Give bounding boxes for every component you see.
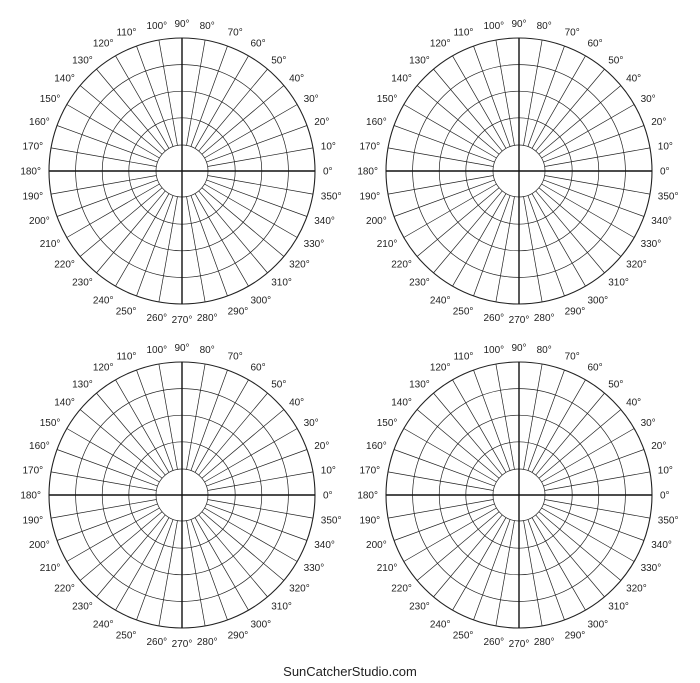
spoke-line xyxy=(524,197,543,302)
angle-label: 40° xyxy=(626,397,642,409)
spoke-line xyxy=(205,184,298,238)
angle-label: 160° xyxy=(29,116,50,128)
angle-label: 290° xyxy=(564,630,586,642)
spoke-line xyxy=(80,188,162,257)
spoke-line xyxy=(205,105,298,159)
angle-label: 130° xyxy=(409,55,430,67)
spoke-line xyxy=(57,450,158,487)
angle-label: 320° xyxy=(626,583,647,595)
angle-label: 0° xyxy=(323,166,333,178)
spoke-line xyxy=(57,504,158,541)
spoke-line xyxy=(542,184,635,238)
spoke-line xyxy=(159,40,178,145)
angle-label: 50° xyxy=(608,379,624,391)
angle-label: 170° xyxy=(22,465,44,477)
angle-label: 70° xyxy=(564,351,580,363)
angle-label: 110° xyxy=(453,351,474,363)
angle-label: 330° xyxy=(640,239,662,250)
spoke-line xyxy=(97,69,166,151)
angle-label: 330° xyxy=(640,563,662,574)
spoke-line xyxy=(202,86,284,155)
spoke-line xyxy=(528,370,565,471)
spoke-line xyxy=(545,500,650,519)
angle-label: 210° xyxy=(39,239,61,250)
spoke-line xyxy=(51,472,156,491)
angle-label: 340° xyxy=(651,216,672,228)
spoke-line xyxy=(539,188,621,257)
angle-label: 200° xyxy=(29,216,50,228)
spoke-line xyxy=(394,126,495,163)
angle-label: 280° xyxy=(533,636,555,648)
angle-label: 0° xyxy=(660,166,670,178)
angle-label: 190° xyxy=(22,515,44,527)
angle-label: 160° xyxy=(366,440,387,452)
spoke-line xyxy=(474,370,511,471)
angle-label: 260° xyxy=(146,312,168,324)
spoke-line xyxy=(67,105,160,159)
spoke-line xyxy=(202,512,284,581)
angle-label: 80° xyxy=(199,21,215,33)
spoke-line xyxy=(199,393,268,475)
spoke-line xyxy=(67,184,160,238)
spoke-line xyxy=(536,191,605,273)
angle-label: 80° xyxy=(536,345,552,357)
angle-label: 270° xyxy=(171,315,193,326)
spoke-line xyxy=(116,56,170,149)
angle-label: 150° xyxy=(39,418,61,429)
spoke-line xyxy=(208,472,313,491)
spoke-line xyxy=(536,515,605,597)
angle-label: 220° xyxy=(54,583,75,595)
spoke-line xyxy=(202,410,284,479)
angle-label: 350° xyxy=(657,191,679,203)
angle-label: 320° xyxy=(289,583,310,595)
spoke-line xyxy=(206,450,307,487)
spoke-line xyxy=(434,69,503,151)
spoke-line xyxy=(532,380,586,473)
spoke-line xyxy=(496,40,515,145)
spoke-line xyxy=(453,518,507,611)
angle-label: 220° xyxy=(54,259,75,271)
spoke-line xyxy=(208,500,313,519)
angle-label: 100° xyxy=(146,21,168,33)
angle-label: 250° xyxy=(452,306,474,318)
spoke-line xyxy=(474,46,511,147)
spoke-line xyxy=(388,176,493,195)
angle-label: 130° xyxy=(72,55,93,67)
polar-grid-bottom-left xyxy=(20,343,341,650)
spoke-line xyxy=(205,508,298,562)
spoke-line xyxy=(199,69,268,151)
spoke-line xyxy=(208,148,313,167)
angle-label: 30° xyxy=(303,94,319,105)
spoke-line xyxy=(159,364,178,469)
spoke-line xyxy=(187,197,206,302)
angle-label: 290° xyxy=(227,630,249,642)
angle-label: 260° xyxy=(146,636,168,648)
angle-label: 310° xyxy=(608,277,629,289)
spoke-line xyxy=(417,410,499,479)
angle-label: 10° xyxy=(657,465,673,477)
angle-label: 350° xyxy=(657,515,679,527)
spoke-line xyxy=(545,176,650,195)
angle-label: 140° xyxy=(54,73,75,85)
spoke-line xyxy=(524,521,543,626)
angle-label: 0° xyxy=(323,490,333,502)
angle-label: 190° xyxy=(359,191,381,203)
spoke-line xyxy=(528,46,565,147)
angle-label: 240° xyxy=(92,619,114,631)
angle-label: 10° xyxy=(320,465,336,477)
spoke-line xyxy=(388,148,493,167)
spoke-line xyxy=(116,194,170,287)
angle-label: 60° xyxy=(587,362,603,374)
spoke-line xyxy=(206,126,307,163)
spoke-line xyxy=(434,515,503,597)
angle-label: 250° xyxy=(115,630,137,642)
angle-label: 280° xyxy=(533,312,555,324)
angle-label: 100° xyxy=(483,345,505,357)
angle-label: 190° xyxy=(22,191,44,203)
spoke-line xyxy=(67,429,160,483)
spoke-line xyxy=(199,515,268,597)
spoke-line xyxy=(67,508,160,562)
spoke-line xyxy=(542,508,635,562)
spoke-line xyxy=(187,521,206,626)
spoke-line xyxy=(524,364,543,469)
angle-label: 300° xyxy=(587,295,609,307)
angle-label: 200° xyxy=(29,540,50,552)
angle-label: 220° xyxy=(391,583,412,595)
angle-label: 30° xyxy=(303,418,319,429)
spoke-line xyxy=(159,197,178,302)
angle-label: 290° xyxy=(564,306,586,318)
angle-label: 310° xyxy=(271,601,292,613)
angle-label: 240° xyxy=(429,619,451,631)
spoke-line xyxy=(545,148,650,167)
angle-label: 70° xyxy=(227,27,243,39)
spoke-line xyxy=(539,410,621,479)
angle-label: 210° xyxy=(376,563,398,574)
spoke-line xyxy=(474,195,511,296)
spoke-line xyxy=(51,148,156,167)
angle-label: 80° xyxy=(199,345,215,357)
spoke-line xyxy=(394,504,495,541)
angle-label: 240° xyxy=(429,295,451,307)
angle-label: 120° xyxy=(92,38,114,50)
spoke-line xyxy=(539,512,621,581)
spoke-line xyxy=(536,69,605,151)
spoke-line xyxy=(206,180,307,217)
angle-label: 260° xyxy=(483,312,505,324)
spoke-line xyxy=(474,519,511,620)
spoke-line xyxy=(187,40,206,145)
angle-label: 120° xyxy=(429,38,451,50)
angle-label: 110° xyxy=(453,27,474,39)
angle-label: 90° xyxy=(511,343,527,354)
angle-label: 250° xyxy=(115,306,137,318)
spoke-line xyxy=(542,429,635,483)
angle-label: 40° xyxy=(626,73,642,85)
angle-label: 350° xyxy=(320,515,342,527)
spoke-line xyxy=(80,512,162,581)
spoke-line xyxy=(417,86,499,155)
spoke-line xyxy=(208,176,313,195)
polar-grid-top-left xyxy=(20,19,341,326)
angle-label: 60° xyxy=(250,38,266,50)
spoke-line xyxy=(51,500,156,519)
spoke-line xyxy=(137,370,174,471)
spoke-line xyxy=(528,195,565,296)
spoke-line xyxy=(496,364,515,469)
spoke-line xyxy=(195,518,249,611)
angle-label: 0° xyxy=(660,490,670,502)
spoke-line xyxy=(532,56,586,149)
angle-label: 70° xyxy=(227,351,243,363)
angle-label: 270° xyxy=(508,639,530,650)
angle-label: 30° xyxy=(640,94,656,105)
angle-label: 130° xyxy=(409,379,430,391)
spoke-line xyxy=(404,508,497,562)
angle-label: 150° xyxy=(39,94,61,105)
angle-label: 270° xyxy=(508,315,530,326)
site-credit: SunCatcherStudio.com xyxy=(283,664,417,679)
angle-label: 60° xyxy=(250,362,266,374)
angle-label: 170° xyxy=(359,465,381,477)
angle-label: 290° xyxy=(227,306,249,318)
angle-label: 80° xyxy=(536,21,552,33)
spoke-line xyxy=(80,410,162,479)
spoke-line xyxy=(206,504,307,541)
angle-label: 200° xyxy=(366,216,387,228)
spoke-line xyxy=(524,40,543,145)
angle-label: 130° xyxy=(72,379,93,391)
angle-label: 50° xyxy=(608,55,624,67)
angle-label: 230° xyxy=(409,277,430,289)
spoke-line xyxy=(404,105,497,159)
angle-label: 110° xyxy=(116,27,137,39)
angle-label: 210° xyxy=(376,239,398,250)
angle-label: 40° xyxy=(289,397,305,409)
angle-label: 250° xyxy=(452,630,474,642)
angle-label: 20° xyxy=(314,440,330,452)
angle-label: 10° xyxy=(657,141,673,153)
spoke-line xyxy=(57,126,158,163)
angle-label: 160° xyxy=(29,440,50,452)
spoke-line xyxy=(539,86,621,155)
spoke-line xyxy=(417,512,499,581)
angle-label: 20° xyxy=(651,116,667,128)
angle-label: 270° xyxy=(171,639,193,650)
angle-label: 230° xyxy=(72,277,93,289)
angle-label: 90° xyxy=(511,19,527,30)
spoke-line xyxy=(202,188,284,257)
spoke-line xyxy=(453,194,507,287)
spoke-line xyxy=(545,472,650,491)
angle-label: 50° xyxy=(271,55,287,67)
angle-label: 310° xyxy=(271,277,292,289)
spoke-line xyxy=(97,393,166,475)
spoke-line xyxy=(51,176,156,195)
spoke-line xyxy=(394,450,495,487)
angle-label: 230° xyxy=(409,601,430,613)
spoke-line xyxy=(388,500,493,519)
angle-label: 140° xyxy=(391,397,412,409)
angle-label: 180° xyxy=(20,490,41,502)
spoke-line xyxy=(195,380,249,473)
spoke-line xyxy=(434,393,503,475)
angle-label: 180° xyxy=(357,166,378,178)
angle-label: 100° xyxy=(483,21,505,33)
spoke-line xyxy=(205,429,298,483)
angle-label: 320° xyxy=(289,259,310,271)
angle-label: 140° xyxy=(54,397,75,409)
angle-label: 120° xyxy=(92,362,114,374)
angle-label: 310° xyxy=(608,601,629,613)
spoke-line xyxy=(434,191,503,273)
spoke-line xyxy=(404,429,497,483)
angle-label: 90° xyxy=(174,343,190,354)
angle-label: 340° xyxy=(314,540,335,552)
spoke-line xyxy=(191,519,228,620)
angle-label: 300° xyxy=(250,619,272,631)
angle-label: 20° xyxy=(651,440,667,452)
spoke-line xyxy=(191,46,228,147)
spoke-line xyxy=(404,184,497,238)
angle-label: 230° xyxy=(72,601,93,613)
angle-label: 340° xyxy=(314,216,335,228)
angle-label: 100° xyxy=(146,345,168,357)
spoke-line xyxy=(97,191,166,273)
angle-label: 330° xyxy=(303,239,325,250)
angle-label: 180° xyxy=(20,166,41,178)
spoke-line xyxy=(536,393,605,475)
spoke-line xyxy=(543,126,644,163)
spoke-line xyxy=(543,180,644,217)
angle-label: 190° xyxy=(359,515,381,527)
spoke-line xyxy=(543,504,644,541)
angle-label: 170° xyxy=(22,141,44,153)
angle-label: 10° xyxy=(320,141,336,153)
angle-label: 20° xyxy=(314,116,330,128)
spoke-line xyxy=(199,191,268,273)
spoke-line xyxy=(453,380,507,473)
spoke-line xyxy=(496,197,515,302)
angle-label: 340° xyxy=(651,540,672,552)
polar-grid-top-right xyxy=(357,19,678,326)
spoke-line xyxy=(543,450,644,487)
angle-label: 300° xyxy=(587,619,609,631)
angle-label: 120° xyxy=(429,362,451,374)
angle-label: 300° xyxy=(250,295,272,307)
spoke-line xyxy=(191,195,228,296)
spoke-line xyxy=(191,370,228,471)
angle-label: 350° xyxy=(320,191,342,203)
spoke-line xyxy=(97,515,166,597)
angle-label: 60° xyxy=(587,38,603,50)
spoke-line xyxy=(528,519,565,620)
polar-grid-bottom-right xyxy=(357,343,678,650)
angle-label: 180° xyxy=(357,490,378,502)
angle-label: 110° xyxy=(116,351,137,363)
spoke-line xyxy=(394,180,495,217)
angle-label: 90° xyxy=(174,19,190,30)
spoke-line xyxy=(159,521,178,626)
angle-label: 280° xyxy=(196,312,218,324)
angle-label: 330° xyxy=(303,563,325,574)
spoke-line xyxy=(116,380,170,473)
angle-label: 200° xyxy=(366,540,387,552)
spoke-line xyxy=(137,46,174,147)
angle-label: 260° xyxy=(483,636,505,648)
spoke-line xyxy=(187,364,206,469)
spoke-line xyxy=(116,518,170,611)
spoke-line xyxy=(388,472,493,491)
angle-label: 40° xyxy=(289,73,305,85)
angle-label: 50° xyxy=(271,379,287,391)
angle-label: 140° xyxy=(391,73,412,85)
angle-label: 240° xyxy=(92,295,114,307)
spoke-line xyxy=(195,56,249,149)
angle-label: 150° xyxy=(376,418,398,429)
spoke-line xyxy=(80,86,162,155)
angle-label: 160° xyxy=(366,116,387,128)
spoke-line xyxy=(496,521,515,626)
angle-label: 220° xyxy=(391,259,412,271)
angle-label: 30° xyxy=(640,418,656,429)
spoke-line xyxy=(57,180,158,217)
angle-label: 210° xyxy=(39,563,61,574)
spoke-line xyxy=(532,518,586,611)
spoke-line xyxy=(542,105,635,159)
spoke-line xyxy=(453,56,507,149)
spoke-line xyxy=(532,194,586,287)
angle-label: 320° xyxy=(626,259,647,271)
spoke-line xyxy=(137,519,174,620)
spoke-line xyxy=(417,188,499,257)
spoke-line xyxy=(195,194,249,287)
angle-label: 70° xyxy=(564,27,580,39)
angle-label: 170° xyxy=(359,141,381,153)
angle-label: 280° xyxy=(196,636,218,648)
angle-label: 150° xyxy=(376,94,398,105)
spoke-line xyxy=(137,195,174,296)
